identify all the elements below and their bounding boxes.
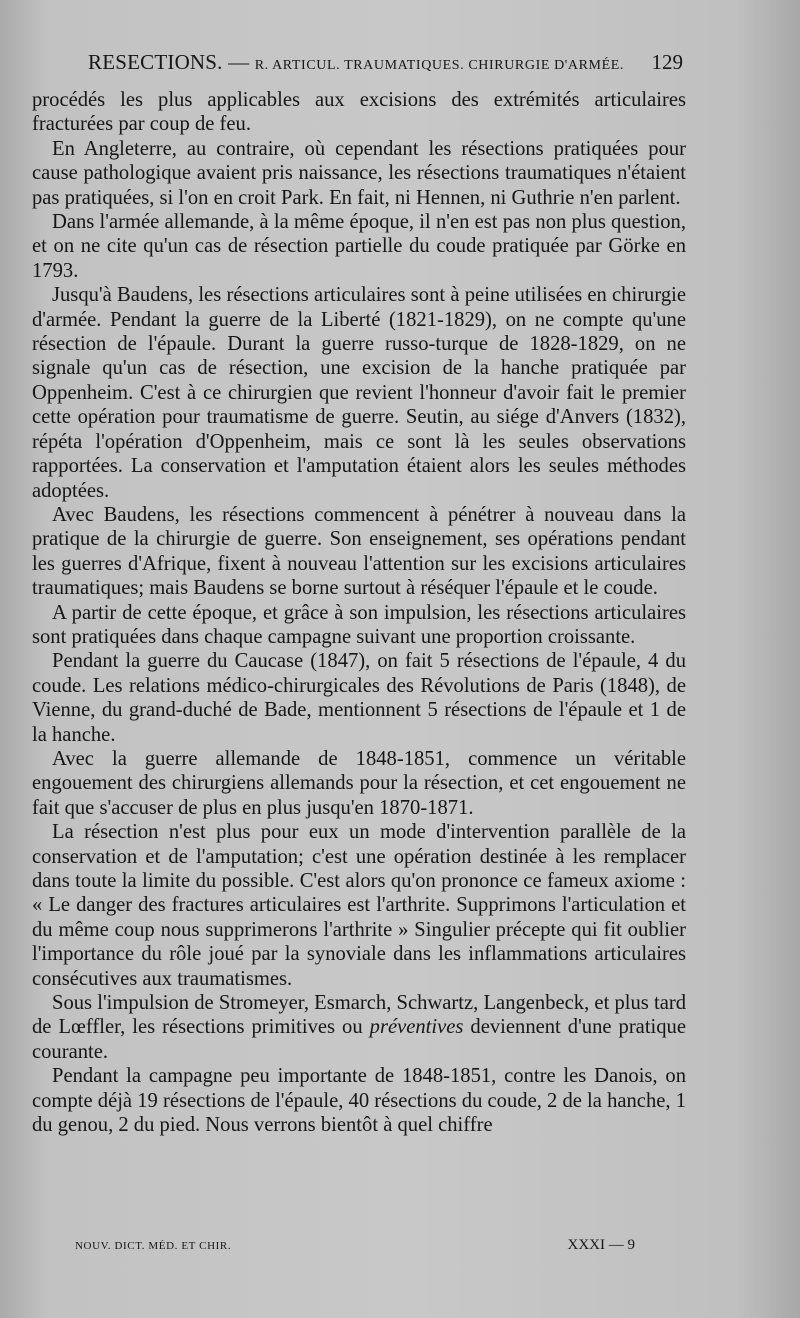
footer-sheet-mark: XXXI — 9 — [567, 1237, 635, 1253]
paragraph-7: Pendant la guerre du Caucase (1847), on fait 5 résections de l'épaule, 4 du coude. Les relations médico-chirurgicales des Révolutions de Paris (1848), de Vienne, du grand-duché de Bade, mentionnent 5 résections de l'épaule et 1 de la hanche. — [32, 650, 686, 746]
paragraph-1: procédés les plus applicables aux excisions des extrémités articulaires fracturées par coup de feu. — [32, 89, 686, 136]
running-head-subtitle: R. ARTICUL. TRAUMATIQUES. CHIRURGIE D'ARMÉE. — [254, 58, 625, 73]
body-text — [32, 88, 686, 1137]
running-head-title: RESECTIONS. — — [88, 50, 250, 74]
emphasis-preventives: préventives — [369, 1016, 464, 1039]
paragraph-9: La résection n'est plus pour eux un mode d'intervention parallèle de la conservation et de l'amputation; c'est une opération destinée à les remplacer dans toute la limite du possible. C'est alors qu'on prononce ce fameux axiome : « Le danger des fractures articulaires est l'arthrite. Supprimons l'articulation et du même coup nous supprimerons l'arthrite » Singulier précepte qui fit oublier l'importance du rôle joué par la synoviale dans les inflammations articulaires consécutives aux traumatismes. — [32, 821, 686, 990]
running-head — [88, 50, 624, 75]
paragraph-2: En Angleterre, au contraire, où cependant les résections pratiquées pour cause pathologique avaient pris naissance, les résections traumatiques n'étaient pas pratiquées, si l'on en croit Park. En fait, ni Hennen, ni Guthrie n'en parlent. — [32, 137, 686, 209]
paragraph-10: Sous l'impulsion de Stromeyer, Esmarch, Schwartz, Langenbeck, et plus tard de Lœffler, les résections primitives ou préventives deviennent d'une pratique courante. — [32, 992, 686, 1063]
paragraph-3: Dans l'armée allemande, à la même époque, il n'en est pas non plus question, et on ne cite qu'un cas de résection partielle du coude pratiquée par Görke en 1793. — [32, 211, 686, 282]
page-header — [88, 50, 683, 84]
footer-signature: NOUV. DICT. MÉD. ET CHIR. — [75, 1240, 232, 1252]
paragraph-8: Avec la guerre allemande de 1848-1851, commence un véritable engouement des chirurgiens allemands pour la résection, et cet engouement ne fait que s'accuser de plus en plus jusqu'en 1870-1871. — [32, 747, 686, 819]
page-footer — [75, 1237, 635, 1260]
paragraph-5: Avec Baudens, les résections commencent à pénétrer à nouveau dans la pratique de la chirurgie de guerre. Son enseignement, ses opérations pendant les guerres d'Afrique, fixent à nouveau l'attention sur les excisions articulaires traumatiques; mais Baudens se borne surtout à réséquer l'épaule et le coude. — [32, 503, 686, 600]
page-number: 129 — [651, 50, 683, 74]
paragraph-4: Jusqu'à Baudens, les résections articulaires sont à peine utilisées en chirurgie d'armée. Pendant la guerre de la Liberté (1821-1829), on ne compte qu'une résection de l'épaule. Durant la guerre russo-turque de 1828-1829, on ne signale qu'un cas de résection, une excision de la hanche pratiquée par Oppenheim. C'est à ce chirurgien que revient l'honneur d'avoir fait le premier cette opération pour traumatisme de guerre. Seutin, au siége d'Anvers (1832), répéta l'opération d'Oppenheim, mais ce sont là les seules observations rapportées. La conservation et l'amputation étaient alors les seules méthodes adoptées. — [32, 284, 686, 502]
paragraph-11: Pendant la campagne peu importante de 1848-1851, contre les Danois, on compte déjà 19 résections de l'épaule, 40 résections du coude, 2 de la hanche, 1 du genou, 2 du pied. Nous verrons bientôt à quel chiffre — [32, 1065, 686, 1137]
paragraph-6: A partir de cette époque, et grâce à son impulsion, les résections articulaires sont pratiquées dans chaque campagne suivant une proportion croissante. — [32, 601, 686, 648]
